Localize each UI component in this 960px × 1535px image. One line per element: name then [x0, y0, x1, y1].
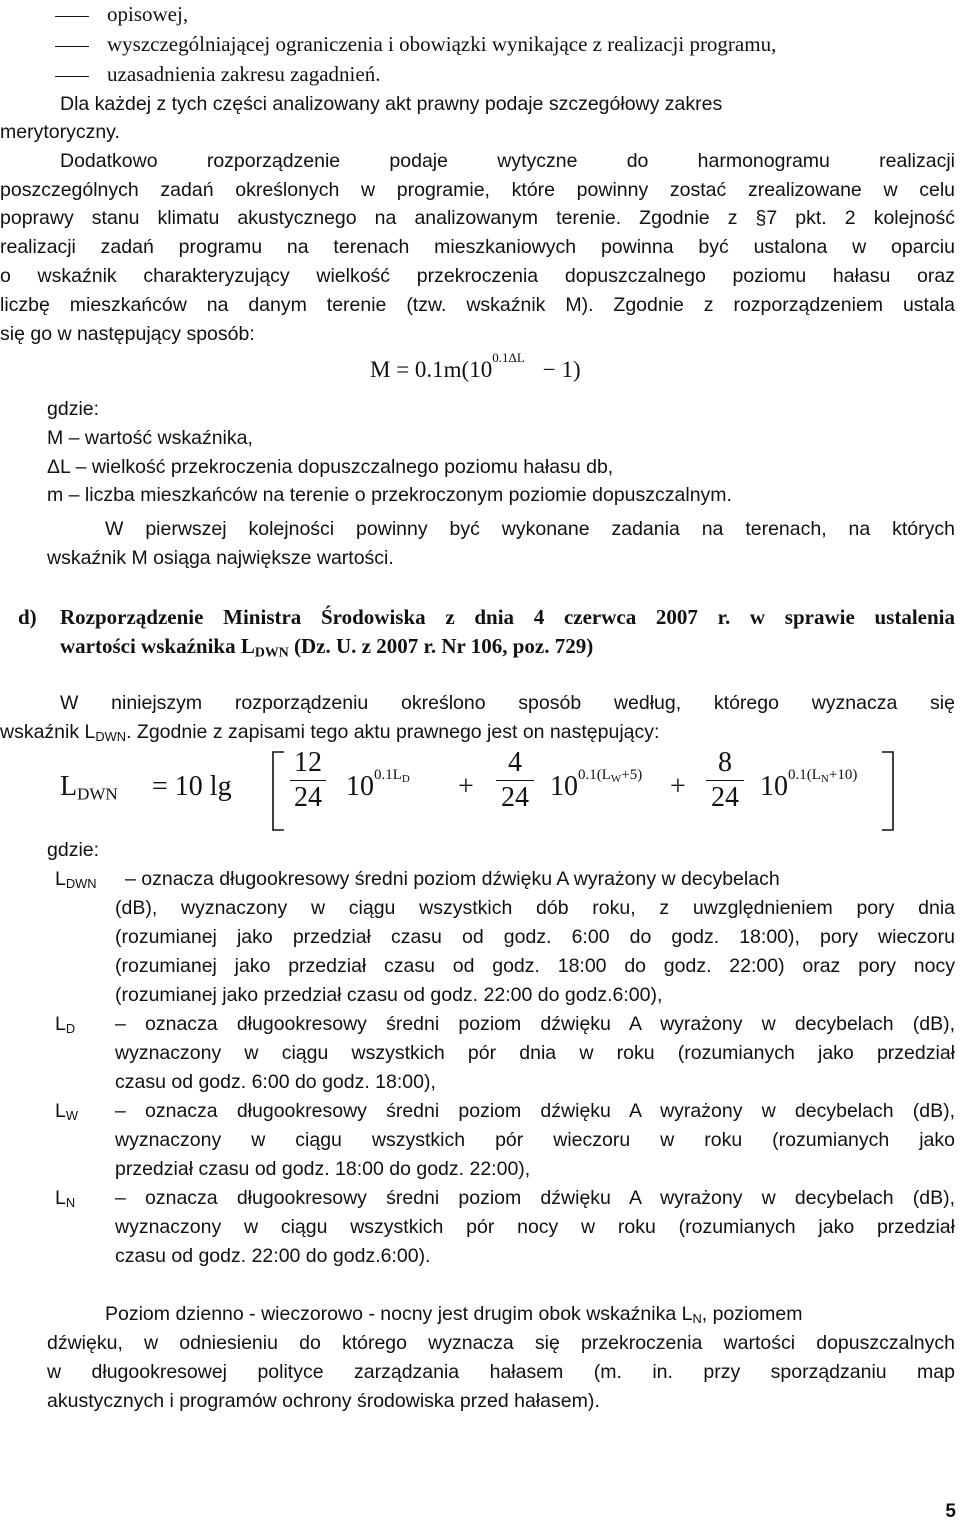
- formula-text: = 10 lg: [152, 771, 232, 802]
- dash-icon: [55, 46, 89, 47]
- definition-ldwn-cont: [115, 894, 955, 1010]
- text: Dla każdej z tych części analizowany akt prawny podaje szczegółowy zakres: [60, 93, 723, 115]
- where-item: M – wartość wskaźnika,: [47, 427, 253, 449]
- formula-text: +: [670, 771, 686, 802]
- definition-line: czasu od godz. 22:00 do godz.6:00).: [115, 1245, 431, 1267]
- text: , poziomem: [701, 1303, 803, 1325]
- formula-text: 10: [346, 771, 374, 802]
- subscript: W: [65, 1108, 78, 1124]
- numerator: 12: [290, 746, 326, 781]
- bullet-text: wyszczególniającej ograniczenia i obowiązki wynikające z realizacji programu,: [107, 32, 777, 56]
- text: [105, 1300, 803, 1328]
- formula-ldwn: [60, 748, 960, 838]
- definition-line: przedział czasu od godz. 18:00 do godz. 22:00),: [115, 1158, 531, 1180]
- paragraph-line: wskaźnik M osiąga największe wartości.: [47, 547, 394, 569]
- definition-lw: [115, 1097, 955, 1184]
- dash-icon: [55, 16, 89, 17]
- definition-ldwn: [125, 865, 955, 894]
- definition-line: – oznacza długookresowy średni poziom dźwięku A wyrażony w decybelach: [125, 868, 780, 890]
- formula-text: 10: [550, 771, 578, 802]
- formula-exponent: 0.1ΔL: [492, 350, 525, 366]
- numerator: 4: [496, 746, 534, 781]
- text: wskaźnik L: [0, 721, 96, 743]
- formula-text: M = 0.1m(10: [370, 357, 493, 382]
- text: (Dz. U. z 2007 r. Nr 106, poz. 729): [288, 634, 594, 658]
- definition-line: (rozumianej jako przedział czasu od godz. 22:00 do godz.6:00),: [115, 984, 663, 1006]
- subscript: DWN: [254, 644, 289, 660]
- where-item: m – liczba mieszkańców na terenie o przekroczonym poziomie dopuszczalnym.: [47, 484, 732, 506]
- formula-exponent: 0.1(L: [788, 766, 821, 783]
- section-title: [60, 632, 960, 660]
- definition-line: wyznaczony w ciągu wszystkich pór nocy w roku (rozumianych jako przedział: [115, 1216, 955, 1238]
- power: [346, 766, 410, 803]
- subscript: D: [401, 772, 410, 785]
- bullet-item: [55, 0, 960, 28]
- subscript: N: [692, 1311, 702, 1327]
- definition-line: czasu od godz. 6:00 do godz. 18:00),: [115, 1071, 436, 1093]
- paragraph-line: [60, 90, 955, 118]
- power: [550, 766, 643, 803]
- subscript: DWN: [77, 784, 118, 804]
- paragraph-line: W niniejszym rozporządzeniu określono sposób według, którego wyznacza się: [60, 692, 955, 714]
- section-marker: d): [18, 605, 37, 629]
- symbol: L: [55, 1187, 66, 1209]
- paragraph-line: poszczególnych zadań określonych w programie, które powinny zostać zrealizowane w celu: [0, 179, 955, 201]
- definition-line: – oznacza długookresowy średni poziom dźwięku A wyrażony w decybelach (dB),: [115, 1100, 955, 1122]
- text: Poziom dzienno - wieczorowo - nocny jest drugim obok wskaźnika L: [105, 1303, 693, 1325]
- bullet-text: uzasadnienia zakresu zagadnień.: [107, 62, 381, 86]
- right-bracket-icon: [880, 750, 896, 832]
- numerator: 8: [706, 746, 744, 781]
- text: merytoryczny.: [0, 121, 120, 143]
- bullet-item: [55, 60, 960, 88]
- definition-line: wyznaczony w ciągu wszystkich pór dnia w roku (rozumianych jako przedział: [115, 1042, 955, 1064]
- text: wartości wskaźnika L: [60, 634, 255, 658]
- definition-ln: [115, 1184, 955, 1271]
- formula-text: 10: [760, 771, 788, 802]
- formula-m: [370, 350, 960, 384]
- paragraph-line: [105, 1300, 955, 1328]
- bullet-text: opisowej,: [107, 2, 189, 26]
- paragraph-line: W pierwszej kolejności powinny być wykonane zadania na terenach, na których: [105, 518, 955, 540]
- formula-exponent: 0.1(L: [578, 766, 611, 783]
- definition-line: (rozumianej jako przedział czasu od godz. 18:00 do godz. 22:00) oraz pory nocy: [115, 955, 955, 977]
- subscript: N: [65, 1195, 76, 1211]
- section-title: Rozporządzenie Ministra Środowiska z dnia 4 czerwca 2007 r. w sprawie ustalenia: [60, 605, 955, 629]
- symbol: L: [55, 1013, 66, 1035]
- page-number: 5: [945, 1501, 956, 1522]
- definition-line: – oznacza długookresowy średni poziom dźwięku A wyrażony w decybelach (dB),: [115, 1013, 955, 1035]
- paragraph-line: [0, 718, 960, 746]
- formula-text: L: [60, 771, 78, 802]
- paragraph-line: się go w następujący sposób:: [0, 323, 255, 345]
- formula-exponent: 0.1L: [374, 766, 402, 783]
- where-item: ΔL – wielkość przekroczenia dopuszczalnego poziomu hałasu db,: [47, 456, 614, 478]
- paragraph-line: dźwięku, w odniesieniu do którego wyznacza się przekroczenia wartości dopuszczalnych: [47, 1332, 955, 1354]
- subscript: W: [610, 772, 622, 785]
- paragraph-line: realizacji zadań programu na terenach mieszkaniowych powinna być ustalona w oparciu: [0, 236, 955, 258]
- paragraph-line: w długookresowej polityce zarządzania hałasem (m. in. przy sporządzaniu map: [47, 1361, 955, 1383]
- fraction: [290, 746, 326, 815]
- formula-exponent: +10): [828, 766, 858, 783]
- definition-line: (dB), wyznaczony w ciągu wszystkich dób roku, z uwzględnieniem pory dnia: [115, 897, 955, 919]
- subscript: DWN: [65, 876, 97, 892]
- where-label: gdzie:: [47, 398, 100, 420]
- fraction: [496, 746, 534, 815]
- formula-text: +: [458, 771, 474, 802]
- fraction: [706, 746, 744, 815]
- formula-text: − 1): [542, 357, 581, 382]
- paragraph-line: liczbę mieszkańców na danym terenie (tzw. wskaźnik M). Zgodnie z rozporządzeniem ustala: [0, 294, 955, 316]
- denominator: 24: [294, 782, 322, 813]
- paragraph-line: akustycznych i programów ochrony środowiska przed hałasem).: [47, 1390, 600, 1412]
- paragraph-line: [0, 118, 960, 146]
- subscript: D: [65, 1021, 76, 1037]
- formula-lhs: [60, 771, 118, 803]
- paragraph-line: o wskaźnik charakteryzujący wielkość przekroczenia dopuszczalnego poziomu hałasu oraz: [0, 265, 955, 287]
- dash-icon: [55, 76, 89, 77]
- denominator: 24: [501, 782, 529, 813]
- definition-line: – oznacza długookresowy średni poziom dźwięku A wyrażony w decybelach (dB),: [115, 1187, 955, 1209]
- symbol: L: [55, 868, 66, 890]
- subscript: DWN: [95, 729, 127, 745]
- definition-line: wyznaczony w ciągu wszystkich pór wieczoru w roku (rozumianych jako: [115, 1129, 955, 1151]
- left-bracket-icon: [270, 750, 286, 832]
- denominator: 24: [711, 782, 739, 813]
- definition-ld: [115, 1010, 955, 1097]
- formula-exponent: +5): [621, 766, 643, 783]
- bullet-item: [55, 30, 960, 58]
- paragraph-line: Dodatkowo rozporządzenie podaje wytyczne do harmonogramu realizacji: [60, 150, 955, 172]
- definition-line: (rozumianej jako przedział czasu od godz. 6:00 do godz. 18:00), pory wieczoru: [115, 926, 955, 948]
- symbol: L: [55, 1100, 66, 1122]
- paragraph-line: poprawy stanu klimatu akustycznego na analizowanym terenie. Zgodnie z §7 pkt. 2 kolejność: [0, 207, 955, 229]
- power: [760, 766, 858, 803]
- subscript: N: [820, 772, 829, 785]
- text: . Zgodnie z zapisami tego aktu prawnego jest on następujący:: [126, 721, 660, 743]
- where-label: gdzie:: [47, 839, 100, 861]
